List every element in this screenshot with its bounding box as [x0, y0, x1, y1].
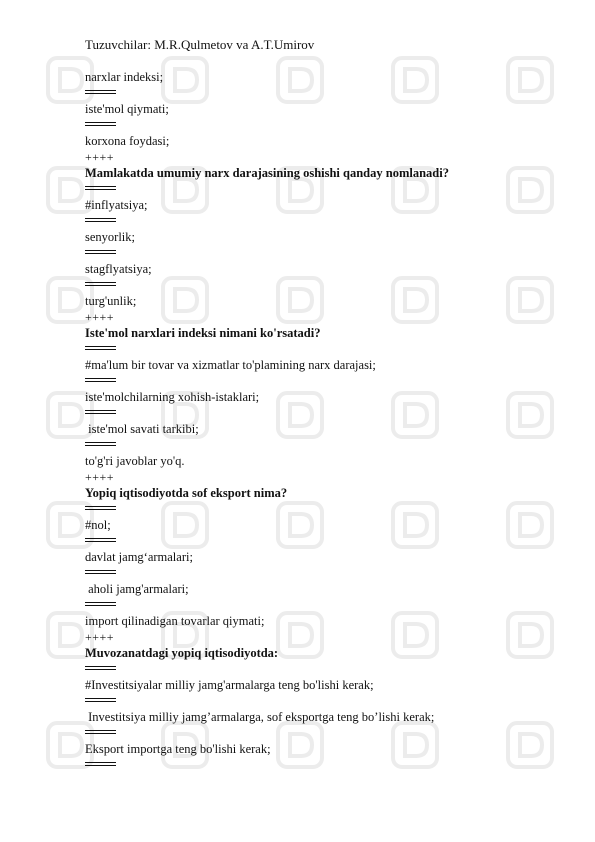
answer-option: #inflyatsiya;: [85, 198, 148, 212]
question-text: Iste'mol narxlari indeksi nimani ko'rsatadi?: [85, 326, 321, 340]
answer-option: Eksport importga teng bo'lishi kerak;: [85, 742, 271, 756]
separator-double-line: [85, 501, 565, 517]
answer-option: turg'unlik;: [85, 294, 137, 308]
separator-double-line: [85, 565, 565, 581]
separator-double-line: [85, 533, 565, 549]
separator-plus: ++++: [85, 630, 115, 644]
separator-double-line: [85, 757, 565, 773]
separator-double-line: [85, 597, 565, 613]
separator-double-line: [85, 277, 565, 293]
answer-option: iste'mol qiymati;: [85, 102, 169, 116]
answer-option: davlat jamg‘armalari;: [85, 550, 193, 564]
separator-double-line: [85, 213, 565, 229]
question-text: Muvozanatdagi yopiq iqtisodiyotda:: [85, 646, 279, 660]
separator-double-line: [85, 245, 565, 261]
answer-option: #nol;: [85, 518, 111, 532]
answer-option: #ma'lum bir tovar va xizmatlar to'plamining narx darajasi;: [85, 358, 376, 372]
separator-double-line: [85, 117, 565, 133]
test-items-list: [85, 69, 565, 773]
answer-option: senyorlik;: [85, 230, 135, 244]
separator-plus: ++++: [85, 470, 115, 484]
separator-double-line: [85, 437, 565, 453]
separator-double-line: [85, 405, 565, 421]
separator-double-line: [85, 373, 565, 389]
separator-plus: ++++: [85, 310, 115, 324]
separator-double-line: [85, 341, 565, 357]
separator-double-line: [85, 85, 565, 101]
document-content: [85, 37, 565, 773]
separator-double-line: [85, 693, 565, 709]
question-text: Mamlakatda umumiy narx darajasining oshishi qanday nomlanadi?: [85, 166, 449, 180]
separator-plus: ++++: [85, 150, 115, 164]
answer-option: to'g'ri javoblar yo'q.: [85, 454, 185, 468]
answer-option: stagflyatsiya;: [85, 262, 152, 276]
separator-double-line: [85, 181, 565, 197]
separator-double-line: [85, 661, 565, 677]
answer-option: narxlar indeksi;: [85, 70, 164, 84]
answer-option: iste'molchilarning xohish-istaklari;: [85, 390, 260, 404]
separator-double-line: [85, 725, 565, 741]
answer-option: import qilinadigan tovarlar qiymati;: [85, 614, 265, 628]
page-header-authors: Tuzuvchilar: M.R.Qulmetov va A.T.Umirov: [85, 37, 315, 52]
answer-option: Investitsiya milliy jamg’armalarga, sof eksportga teng bo’lishi kerak;: [85, 710, 435, 724]
answer-option: korxona foydasi;: [85, 134, 170, 148]
answer-option: aholi jamg'armalari;: [85, 582, 189, 596]
question-text: Yopiq iqtisodiyotda sof eksport nima?: [85, 486, 288, 500]
answer-option: #Investitsiyalar milliy jamg'armalarga teng bo'lishi kerak;: [85, 678, 374, 692]
answer-option: iste'mol savati tarkibi;: [85, 422, 199, 436]
